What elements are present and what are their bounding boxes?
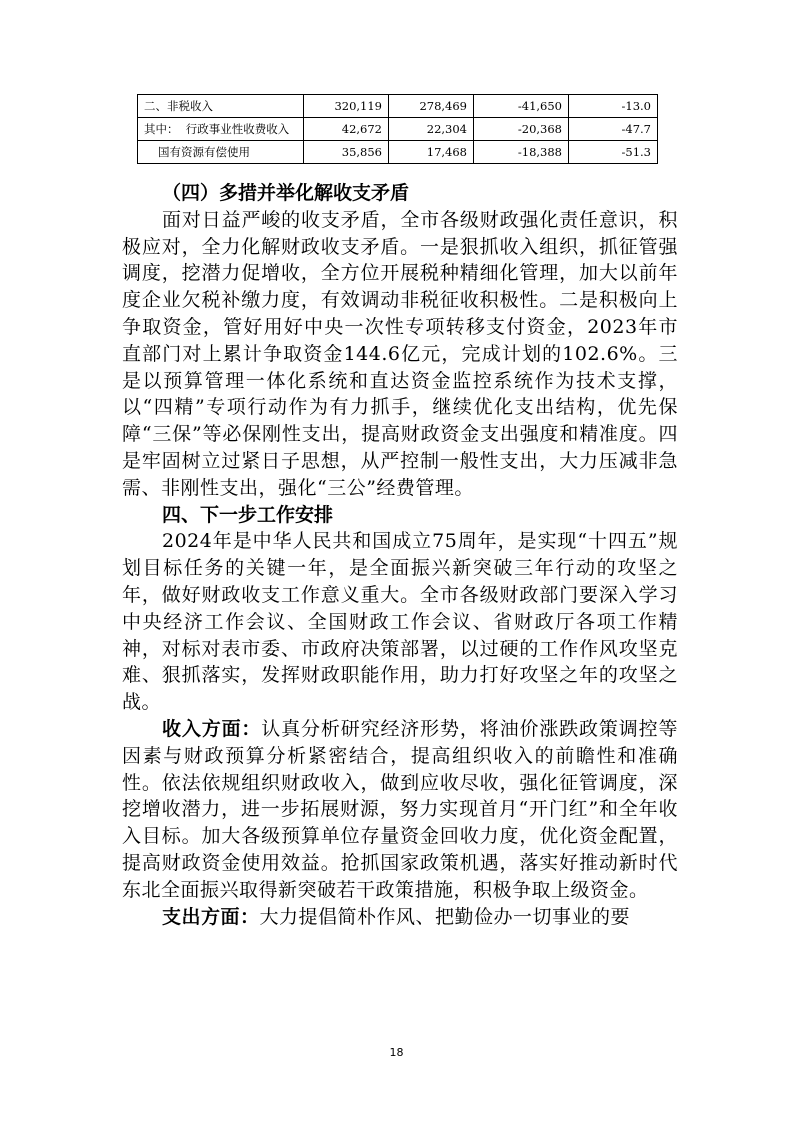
table-cell-value: 320,119 (304, 95, 389, 118)
income-lead: 收入方面： (162, 717, 262, 740)
table-cell-name: 二、非税收入 (138, 95, 304, 118)
table-cell-value: -13.0 (569, 95, 658, 118)
table-cell-value: 22,304 (389, 118, 474, 141)
section-heading: （四）多措并举化解收支矛盾 (162, 182, 410, 204)
table-cell-value: 35,856 (304, 141, 389, 164)
table-cell-value: 17,468 (389, 141, 474, 164)
table-cell-value: -47.7 (569, 118, 658, 141)
table-cell-name: 其中： 行政事业性收费收入 (138, 118, 304, 141)
section-heading: 四、下一步工作安排 (162, 503, 334, 526)
income-text: 认真分析研究经济形势，将油价涨跌政策调控等因素与财政预算分析紧密结合，提高组织收入的前瞻性和准确性。依法依规组织财政收入，做到应收尽收，强化征管调度，深挖增收潜力，进一步拓展财源，努力实现首月“开门红”和全年收入目标。加大各级预算单位存量资金回收力度，优化资金配置，提高财政资金使用效益。抢抓国家政策机遇，落实好推动新时代东北全面振兴取得新突破若干政策措施，积极争取上级资金。 (122, 717, 678, 901)
page-number: 18 (389, 1046, 404, 1059)
table-cell-value: 278,469 (389, 95, 474, 118)
body-text (122, 180, 678, 930)
expense-lead: 支出方面： (162, 905, 260, 928)
table-row (138, 141, 658, 164)
expense-paragraph (122, 904, 678, 931)
table-cell-value: 42,672 (304, 118, 389, 141)
table-row (138, 118, 658, 141)
table-cell-value: -51.3 (569, 141, 658, 164)
table-cell-value: -41,650 (474, 95, 569, 118)
expense-text: 大力提倡简朴作风、把勤俭办一切事业的要 (259, 905, 631, 928)
table-cell-value: -20,368 (474, 118, 569, 141)
table-cell-name: 国有资源有偿使用 (138, 141, 304, 164)
budget-table (137, 94, 658, 164)
section-paragraph: 2024年是中华人民共和国成立75周年，是实现“十四五”规划目标任务的关键一年，是全面振兴新突破三年行动的攻坚之年，做好财政收支工作意义重大。全市各级财政部门要深入学习中央经济工作会议、全国财政工作会议、省财政厅各项工作精神，对标对表市委、市政府决策部署，以过硬的工作作风攻坚克难、狠抓落实，发挥财政职能作用，助力打好攻坚之年的攻坚之战。 (122, 530, 678, 714)
section-paragraph: 面对日益严峻的收支矛盾，全市各级财政强化责任意识，积极应对，全力化解财政收支矛盾。一是狠抓收入组织，抓征管强调度，挖潜力促增收，全方位开展税种精细化管理，加大以前年度企业欠税补缴力度，有效调动非税征收积极性。二是积极向上争取资金，管好用好中央一次性专项转移支付资金，2023年市直部门对上累计争取资金144.6亿元，完成计划的102.6%。三是以预算管理一体化系统和直达资金监控系统作为技术支撑，以“四精”专项行动作为有力抓手，继续优化支出结构，优先保障“三保”等必保刚性支出，提高财政资金支出强度和精准度。四是牢固树立过紧日子思想，从严控制一般性支出，大力压减非急需、非刚性支出，强化“三公”经费管理。 (122, 208, 678, 499)
table-cell-value: -18,388 (474, 141, 569, 164)
table-row (138, 95, 658, 118)
income-paragraph (122, 716, 678, 904)
